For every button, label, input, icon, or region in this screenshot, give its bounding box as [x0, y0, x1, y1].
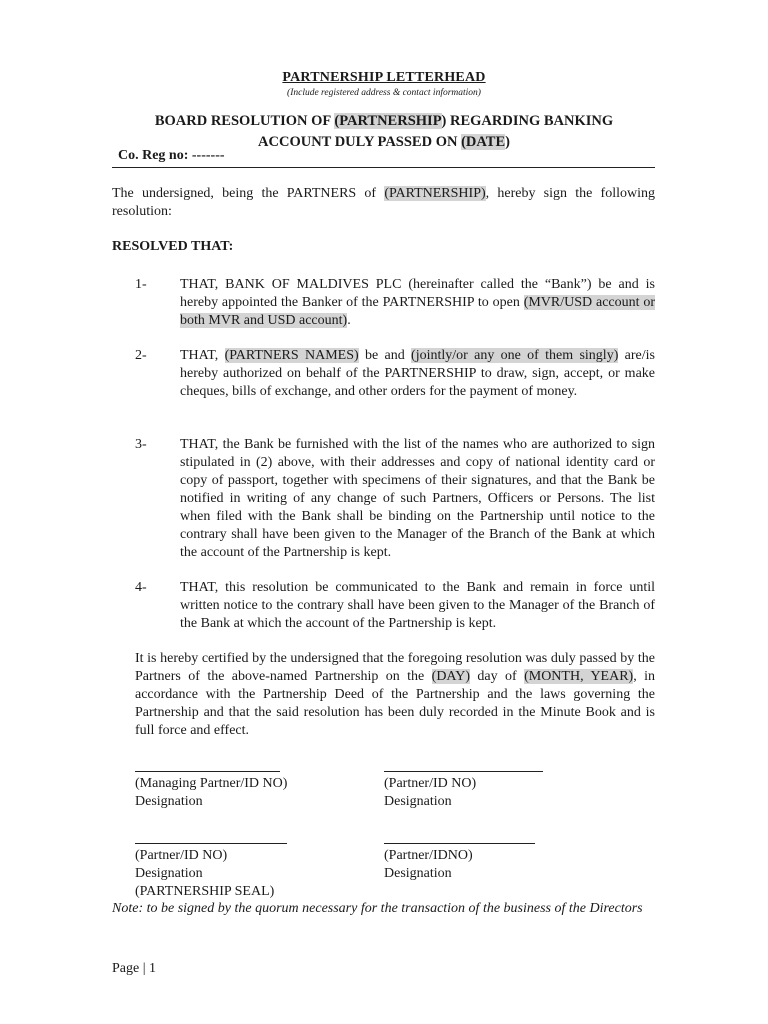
signature-block-partner	[384, 775, 476, 811]
signature-line	[384, 771, 543, 772]
page-number: Page | 1	[112, 961, 157, 976]
heading-text: )	[505, 134, 510, 150]
item-number: 4-	[135, 580, 147, 595]
cert-text: It is hereby certified by the undersigned that the foregoing resolution was duly passed by the Partners of the above-named Partnership on the	[135, 651, 655, 684]
reg-value: -------	[188, 148, 225, 163]
signature-line	[384, 843, 535, 844]
resolution-item-3: THAT, the Bank be furnished with the list of the names who are authorized to sign stipulated in (2) above, with their addresses and copy of national identity card or copy of passport, together with specimens of their signatures, and that the Bank be notified in writing of any change of such Partners, Officers or Persons. The list when filed with the Bank shall be binding on the Partnership until notice to the contrary shall have been given to the Manager of the Branch of the Bank at which the account of the Partnership is kept.	[180, 437, 655, 560]
intro-text: The undersigned, being the PARTNERS of	[112, 186, 385, 201]
certification-paragraph	[135, 650, 655, 740]
letterhead-title: PARTNERSHIP LETTERHEAD	[282, 70, 486, 85]
item-text: are/is hereby authorized on behalf of the PARTNERSHIP to draw, sign, accept, or make cheques, bills of exchange, and other orders for the payment of money.	[180, 348, 655, 399]
signature-block-partner	[135, 847, 274, 901]
signatory-name: (Partner/ID NO)	[135, 848, 228, 863]
intro-text: , hereby sign the following resolution:	[112, 186, 655, 219]
resolution-item-2	[180, 347, 655, 401]
item-text: THAT, BANK OF MALDIVES PLC (hereinafter called the “Bank”) be and is hereby appointed the Banker of the PARTNERSHIP to open	[180, 277, 655, 310]
placeholder-signing-authority: (jointly/or any one of them singly)	[411, 348, 619, 363]
heading-text: ACCOUNT DULY PASSED ON	[258, 134, 462, 150]
item-number: 1-	[135, 277, 147, 292]
co-reg-no	[118, 148, 225, 164]
heading-line-2	[0, 132, 768, 153]
signatory-name: (Managing Partner/ID NO)	[135, 776, 288, 791]
header-divider	[112, 167, 655, 168]
item-text: be and	[358, 348, 412, 363]
resolution-heading	[0, 111, 768, 153]
signatory-name: (Partner/ID NO)	[384, 776, 477, 791]
heading-line-1	[0, 111, 768, 132]
signatory-designation: Designation	[384, 794, 452, 809]
placeholder-account-type: (MVR/USD account or both MVR and USD account)	[180, 295, 656, 328]
cert-text: day of	[470, 669, 525, 684]
placeholder-day: (DAY)	[431, 669, 471, 684]
note: Note: to be signed by the quorum necessary for the transaction of the business of the Directors	[112, 901, 643, 916]
placeholder-date: (DATE	[461, 134, 506, 150]
signature-block-managing-partner	[135, 775, 287, 811]
resolution-item-1	[180, 276, 655, 330]
placeholder-partnership: (PARTNERSHIP)	[384, 186, 486, 201]
resolved-heading: RESOLVED THAT:	[112, 239, 234, 254]
intro-paragraph	[112, 185, 655, 221]
letterhead-subtitle: (Include registered address & contact information)	[287, 88, 481, 98]
signatory-designation: Designation	[135, 866, 203, 881]
signature-line	[135, 843, 287, 844]
heading-text: ) REGARDING BANKING	[441, 113, 614, 129]
resolution-item-4: THAT, this resolution be communicated to the Bank and remain in force until written notice to the contrary shall have been given to the Manager of the Branch of the Bank at which the account of the Partnership is kept.	[180, 580, 655, 631]
placeholder-partners-names: (PARTNERS NAMES)	[224, 348, 359, 363]
signature-block-partner	[384, 847, 473, 883]
item-number: 2-	[135, 348, 147, 363]
placeholder-month-year: (MONTH, YEAR)	[524, 669, 634, 684]
signatory-name: (Partner/IDNO)	[384, 848, 473, 863]
signatory-designation: Designation	[135, 794, 203, 809]
signatory-designation: Designation	[384, 866, 452, 881]
signature-line	[135, 771, 280, 772]
item-text: THAT,	[180, 348, 225, 363]
placeholder-partnership: (PARTNERSHIP	[334, 113, 442, 129]
heading-text: BOARD RESOLUTION OF	[154, 113, 335, 129]
partnership-seal: (PARTNERSHIP SEAL)	[135, 884, 275, 899]
item-number: 3-	[135, 437, 147, 452]
item-text: .	[347, 313, 351, 328]
reg-label: Co. Reg no:	[118, 148, 189, 163]
cert-text: , in accordance with the Partnership Deed of the Partnership and the laws governing the Partnership and that the said resolution has been duly recorded in the Minute Book and is full force and effect.	[135, 669, 655, 738]
